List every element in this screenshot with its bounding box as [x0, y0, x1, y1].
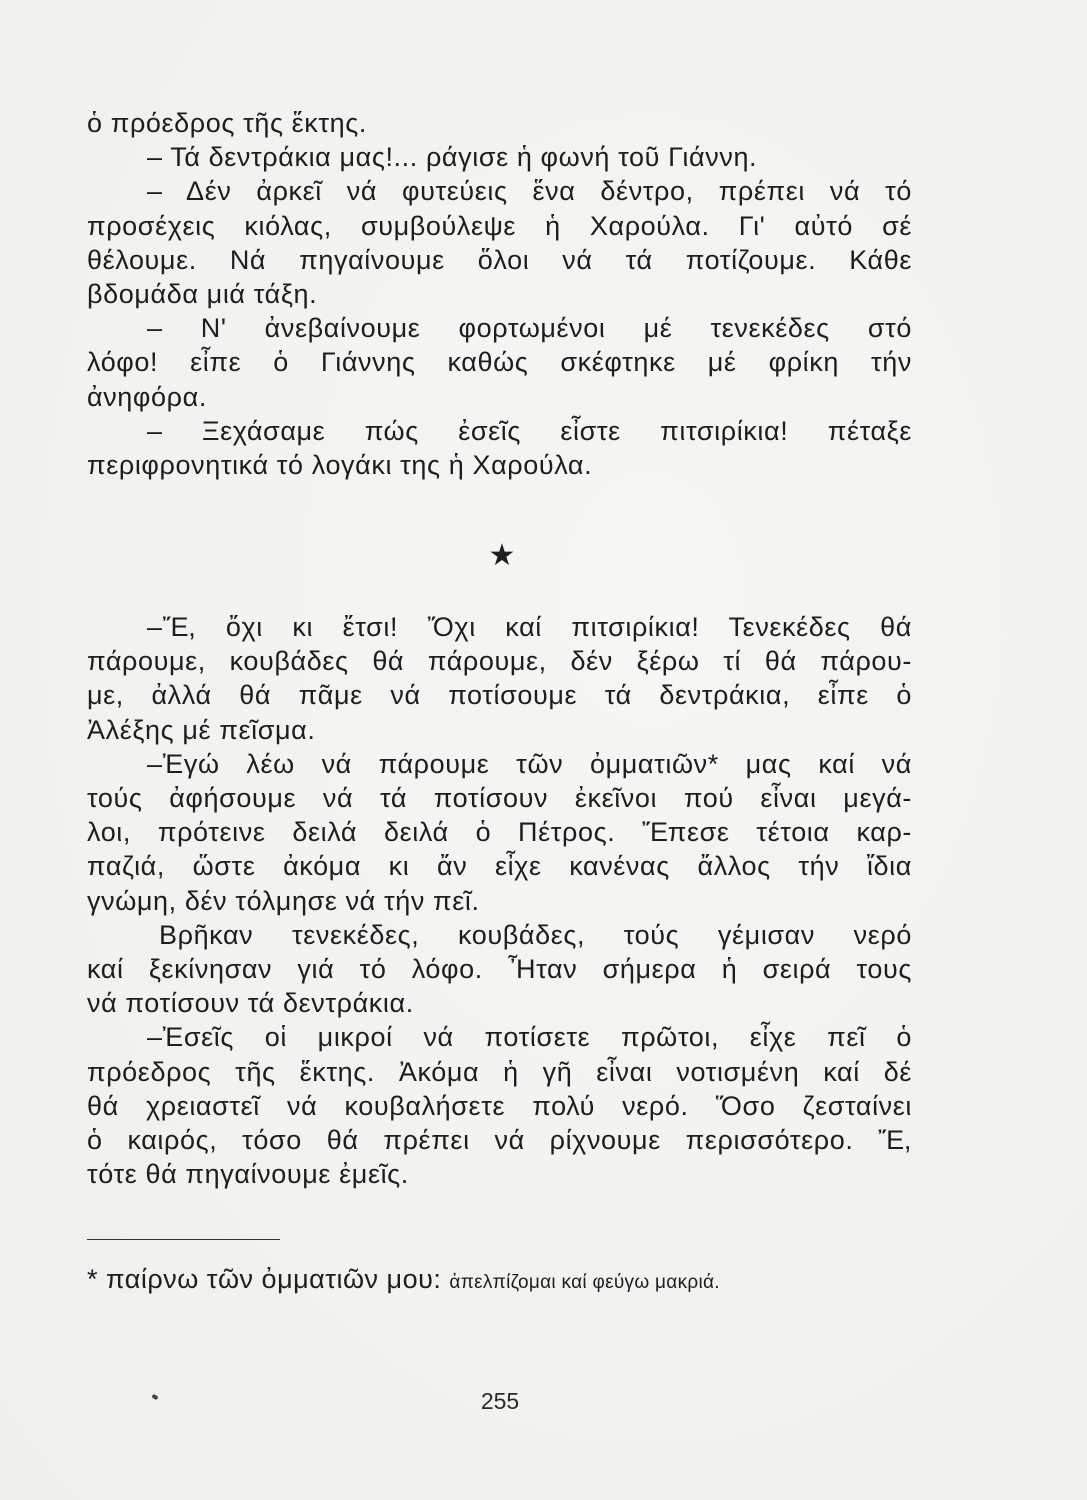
text-line: –Ἐγώ λέω νά πάρουμε τῶν ὀμματιῶν* μας καί νά: [147, 748, 912, 779]
text-line: τούς ἀφήσουμε νά τά ποτίσουν ἐκεῖνοι πού εἶναι μεγά-: [87, 783, 912, 814]
footnote-term: * παίρνω τῶν ὀμματιῶν μου:: [87, 1264, 442, 1294]
text-line: πάρουμε, κουβάδες θά πάρουμε, δέν ξέρω τί θά πάρου-: [87, 646, 912, 677]
text-line: πρόεδρος τῆς ἕκτης. Ἀκόμα ἡ γῆ εἶναι νοτισμένη καί δέ: [87, 1056, 912, 1087]
text-line: λόφο! εἶπε ὁ Γιάννης καθώς σκέφτηκε μέ φρίκη τήν: [87, 347, 912, 378]
footnote: [87, 1262, 917, 1300]
text-line: παζιά, ὥστε ἀκόμα κι ἄν εἶχε κανένας ἄλλος τήν ἴδια: [87, 851, 912, 882]
text-line: καί ξεκίνησαν γιά τό λόφο. Ἦταν σήμερα ἡ σειρά τους: [87, 954, 912, 985]
text-line: με, ἀλλά θά πᾶμε νά ποτίσουμε τά δεντράκια, εἶπε ὁ: [87, 680, 912, 711]
footnote-definition: ἀπελπίζομαι καί φεύγω μακριά.: [449, 1272, 720, 1293]
text-line: – Ν' ἀνεβαίνουμε φορτωμένοι μέ τενεκέδες στό: [147, 313, 912, 344]
text-line: ἀνηφόρα.: [87, 381, 207, 412]
text-line: προσέχεις κιόλας, συμβούλεψε ἡ Χαρούλα. Γι' αὐτό σέ: [87, 210, 912, 241]
text-line: Βρῆκαν τενεκέδες, κουβάδες, τούς γέμισαν νερό: [159, 919, 912, 950]
footnote-divider: [87, 1239, 280, 1240]
text-line: νά ποτίσουν τά δεντράκια.: [87, 988, 414, 1019]
text-line: –Ἐσεῖς οἱ μικροί νά ποτίσετε πρῶτοι, εἶχε πεῖ ὁ: [147, 1022, 912, 1053]
page-number: 255: [480, 1388, 520, 1414]
text-line: θά χρειαστεῖ νά κουβαλήσετε πολύ νερό. Ὅσο ζεσταίνει: [87, 1090, 912, 1121]
text-block-bottom: [87, 610, 912, 1191]
text-line: ὁ πρόεδρος τῆς ἕκτης.: [87, 108, 368, 138]
text-block-top: [87, 106, 912, 482]
text-line: τότε θά πηγαίνουμε ἐμεῖς.: [87, 1159, 409, 1190]
section-separator-star-icon: ★: [488, 539, 516, 572]
text-line: – Ξεχάσαμε πώς ἐσεῖς εἶστε πιτσιρίκια! πέταξε: [147, 415, 912, 446]
text-line: λοι, πρότεινε δειλά δειλά ὁ Πέτρος. Ἔπεσε τέτοια καρ-: [87, 817, 912, 848]
scan-speck: [151, 1394, 158, 1400]
text-line: Ἀλέξης μέ πεῖσμα.: [87, 714, 316, 745]
text-line: βδομάδα μιά τάξη.: [87, 279, 318, 310]
text-line: γνώμη, δέν τόλμησε νά τήν πεῖ.: [87, 885, 480, 916]
text-line: – Τά δεντράκια μας!... ράγισε ἡ φωνή τοῦ Γιάννη.: [147, 142, 758, 173]
text-line: ὁ καιρός, τόσο θά πρέπει νά ρίχνουμε περισσότερο. Ἔ,: [87, 1125, 912, 1156]
text-line: –Ἔ, ὄχι κι ἔτσι! Ὄχι καί πιτσιρίκια! Τενεκέδες θά: [147, 612, 912, 642]
text-line: – Δέν ἀρκεῖ νά φυτεύεις ἕνα δέντρο, πρέπει νά τό: [147, 176, 912, 207]
text-line: θέλουμε. Νά πηγαίνουμε ὅλοι νά τά ποτίζουμε. Κάθε: [87, 244, 912, 275]
text-line: περιφρονητικά τό λογάκι της ἡ Χαρούλα.: [87, 450, 593, 481]
